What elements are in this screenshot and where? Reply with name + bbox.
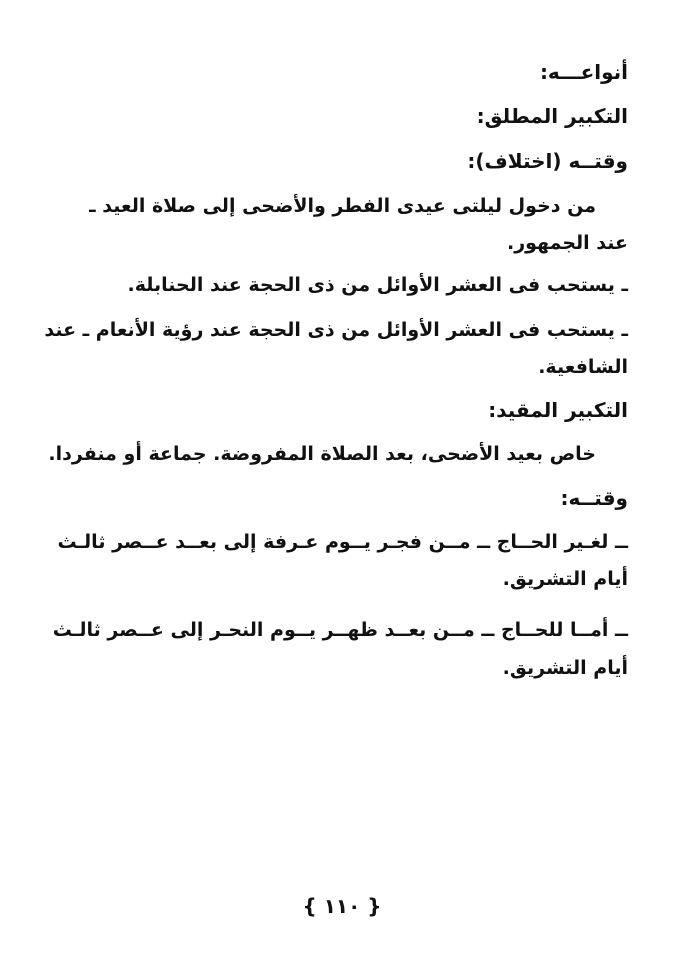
paragraph-line: ــ لغـير الحــاج ــ مــن فجـر يــوم عـرفة إلى بعــد عــصر ثالـث — [57, 531, 628, 553]
paragraph-line: الشافعية. — [538, 356, 628, 378]
paragraph-line: خاص بعيد الأضحى، بعد الصلاة المفروضة. جماعة أو منفردا. — [48, 443, 596, 465]
paragraph-line: ــ أمــا للحــاج ــ مــن بعــد ظهــر يــوم النحـر إلى عــصر ثالـث — [52, 619, 628, 641]
paragraph-line: أيام التشريق. — [502, 657, 628, 679]
paragraph-line: أيام التشريق. — [502, 568, 628, 590]
section-heading-types: أنواعـــه: — [539, 60, 628, 84]
paragraph-line: عند الجمهور. — [506, 232, 628, 254]
page-number: { ١١٠ } — [302, 894, 382, 918]
heading-absolute-takbir: التكبير المطلق: — [476, 104, 628, 128]
paragraph-line: ـ يستحب فى العشر الأوائل من ذى الحجة عند رؤية الأنعام ـ عند — [44, 319, 628, 341]
heading-time: وقتــه: — [560, 486, 628, 510]
paragraph-line: ـ يستحب فى العشر الأوائل من ذى الحجة عند الحنابلة. — [127, 274, 628, 296]
heading-time-dispute: وقتــه (اختلاف): — [467, 149, 628, 173]
paragraph-line: من دخول ليلتى عيدى الفطر والأضحى إلى صلاة العيد ـ — [89, 195, 596, 217]
heading-restricted-takbir: التكبير المقيد: — [488, 398, 628, 422]
